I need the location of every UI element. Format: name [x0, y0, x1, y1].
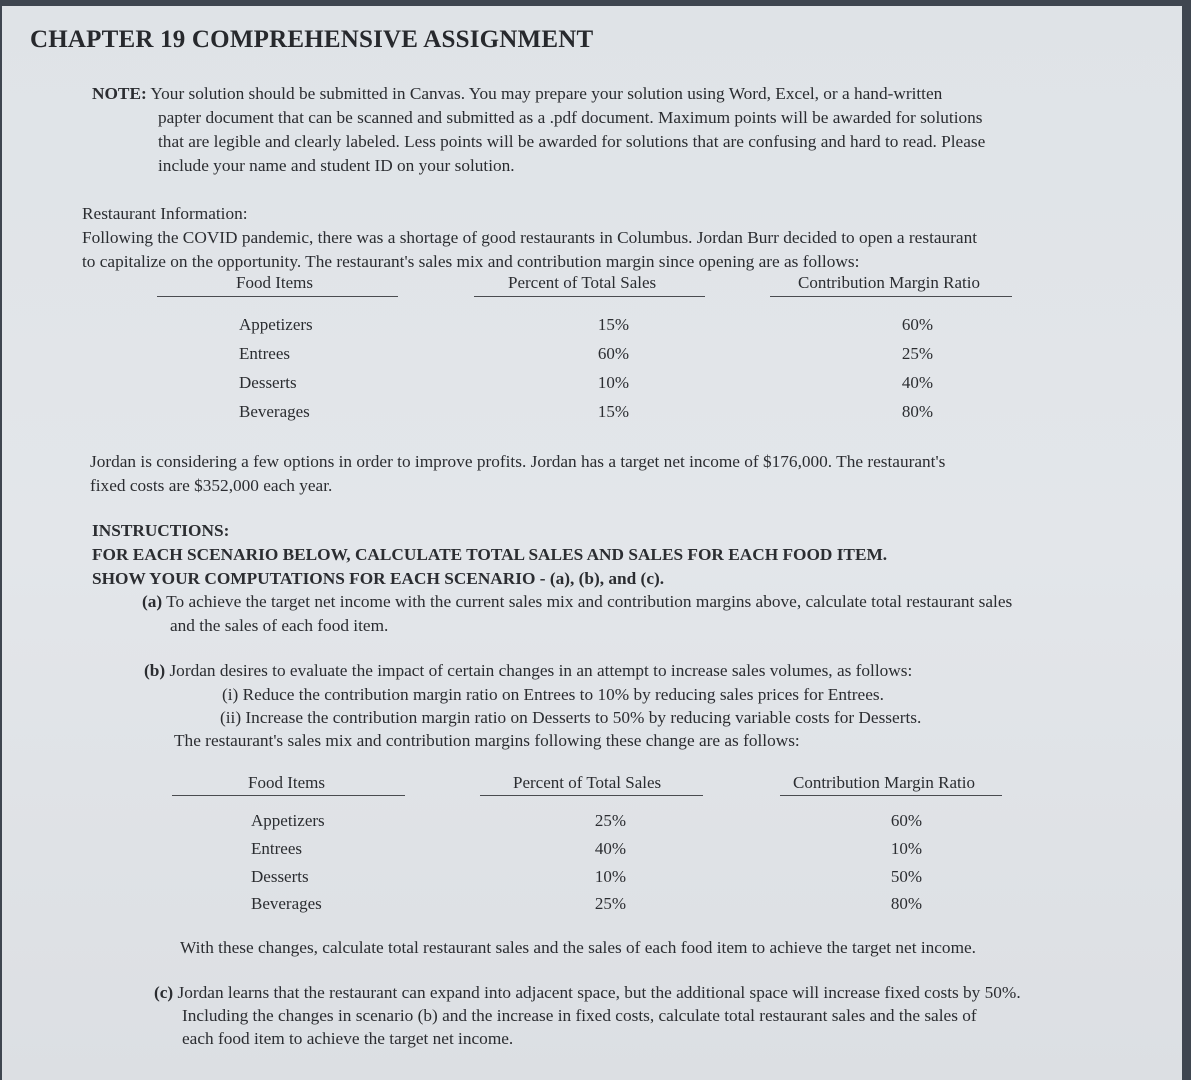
- table2-pct: 10%: [594, 867, 626, 886]
- table2-item: Entrees: [251, 839, 302, 858]
- target-line-1: Jordan is considering a few options in order to improve profits. Jordan has a target net income of $176,000. The restaurant's: [90, 452, 946, 471]
- target-line-2: fixed costs are $352,000 each year.: [90, 476, 333, 495]
- table2-item: Desserts: [251, 867, 309, 886]
- table1-cm: 40%: [901, 373, 933, 392]
- note-label: NOTE:: [92, 84, 147, 103]
- document-page: [2, 6, 1182, 1080]
- restaurant-heading: Restaurant Information:: [82, 204, 248, 223]
- table1-rule-pct: [474, 296, 705, 297]
- scenario-c-line-3: each food item to achieve the target net income.: [182, 1029, 514, 1048]
- scenario-b-intro-text: Jordan desires to evaluate the impact of certain changes in an attempt to increase sales volumes, as follows:: [169, 661, 913, 680]
- table1-header-food: Food Items: [236, 273, 313, 292]
- table1-item: Desserts: [239, 373, 297, 392]
- table1-item: Entrees: [239, 344, 290, 363]
- table1-header-pct: Percent of Total Sales: [508, 273, 657, 292]
- table2-pct: 40%: [594, 839, 626, 858]
- table2-item: Appetizers: [251, 811, 325, 830]
- table1-header-cm: Contribution Margin Ratio: [798, 273, 980, 292]
- table2-cm: 10%: [890, 839, 922, 858]
- scenario-a-text-1: To achieve the target net income with the current sales mix and contribution margins above, calculate total restaurant sales: [166, 592, 1013, 611]
- table2-header-food: Food Items: [248, 773, 325, 792]
- instructions-line-1: FOR EACH SCENARIO BELOW, CALCULATE TOTAL SALES AND SALES FOR EACH FOOD ITEM.: [92, 545, 888, 564]
- note-line-4: include your name and student ID on your solution.: [158, 156, 515, 175]
- table1-item: Beverages: [239, 402, 310, 421]
- note-line-3: that are legible and clearly labeled. Less points will be awarded for solutions that are confusing and hard to read. Please: [158, 132, 986, 151]
- scenario-c-text-1: Jordan learns that the restaurant can expand into adjacent space, but the additional space will increase fixed costs by 50%.: [177, 983, 1021, 1002]
- restaurant-line-2: to capitalize on the opportunity. The restaurant's sales mix and contribution margin since opening are as follows:: [82, 252, 860, 271]
- table2-rule-food: [172, 795, 405, 796]
- note-block: [92, 82, 1077, 178]
- table1-pct: 60%: [597, 344, 629, 363]
- table2-rule-pct: [480, 795, 703, 796]
- table1-cm: 80%: [901, 402, 933, 421]
- table2-pct: 25%: [594, 811, 626, 830]
- scenario-b-outro: The restaurant's sales mix and contribution margins following these change are as follows:: [174, 731, 800, 750]
- page-title: CHAPTER 19 COMPREHENSIVE ASSIGNMENT: [30, 26, 594, 53]
- instructions-heading: INSTRUCTIONS:: [92, 521, 230, 540]
- table2-cm: 80%: [890, 894, 922, 913]
- scenario-c-line-2: Including the changes in scenario (b) and the increase in fixed costs, calculate total restaurant sales and the sales of: [182, 1006, 977, 1025]
- scenario-b-after: With these changes, calculate total restaurant sales and the sales of each food item to achieve the target net income.: [180, 938, 977, 957]
- table2-cm: 50%: [890, 867, 922, 886]
- table1-pct: 10%: [597, 373, 629, 392]
- table1-item: Appetizers: [239, 315, 313, 334]
- note-line-1: Your solution should be submitted in Canvas. You may prepare your solution using Word, Excel, or a hand-written: [150, 84, 943, 103]
- table1-pct: 15%: [597, 402, 629, 421]
- instructions-line-2: SHOW YOUR COMPUTATIONS FOR EACH SCENARIO - (a), (b), and (c).: [92, 569, 665, 588]
- scenario-b-label: (b): [144, 661, 166, 680]
- table2-header-pct: Percent of Total Sales: [513, 773, 662, 792]
- table1-cm: 25%: [901, 344, 933, 363]
- scenario-b-intro: [144, 659, 912, 683]
- table2-rule-cm: [780, 795, 1002, 796]
- table1-rule-food: [157, 296, 398, 297]
- scenario-c-label: (c): [154, 983, 174, 1002]
- scenario-b-item-1: (i) Reduce the contribution margin ratio on Entrees to 10% by reducing sales prices for Entrees.: [222, 685, 884, 704]
- restaurant-line-1: Following the COVID pandemic, there was a shortage of good restaurants in Columbus. Jordan Burr decided to open a restaurant: [82, 228, 978, 247]
- table1-rule-cm: [770, 296, 1012, 297]
- table2-header-cm: Contribution Margin Ratio: [793, 773, 975, 792]
- scenario-a-line-1: [142, 590, 1012, 614]
- table1-cm: 60%: [901, 315, 933, 334]
- table2-item: Beverages: [251, 894, 322, 913]
- scenario-c-line-1: [154, 981, 1021, 1005]
- scenario-b-item-2: (ii) Increase the contribution margin ratio on Desserts to 50% by reducing variable costs for Desserts.: [220, 708, 922, 727]
- scenario-a-label: (a): [142, 592, 163, 611]
- table1-pct: 15%: [597, 315, 629, 334]
- table2-pct: 25%: [594, 894, 626, 913]
- note-line-2: papter document that can be scanned and submitted as a .pdf document. Maximum points will be awarded for solutions: [158, 108, 983, 127]
- table2-cm: 60%: [890, 811, 922, 830]
- scenario-a-line-2: and the sales of each food item.: [170, 616, 389, 635]
